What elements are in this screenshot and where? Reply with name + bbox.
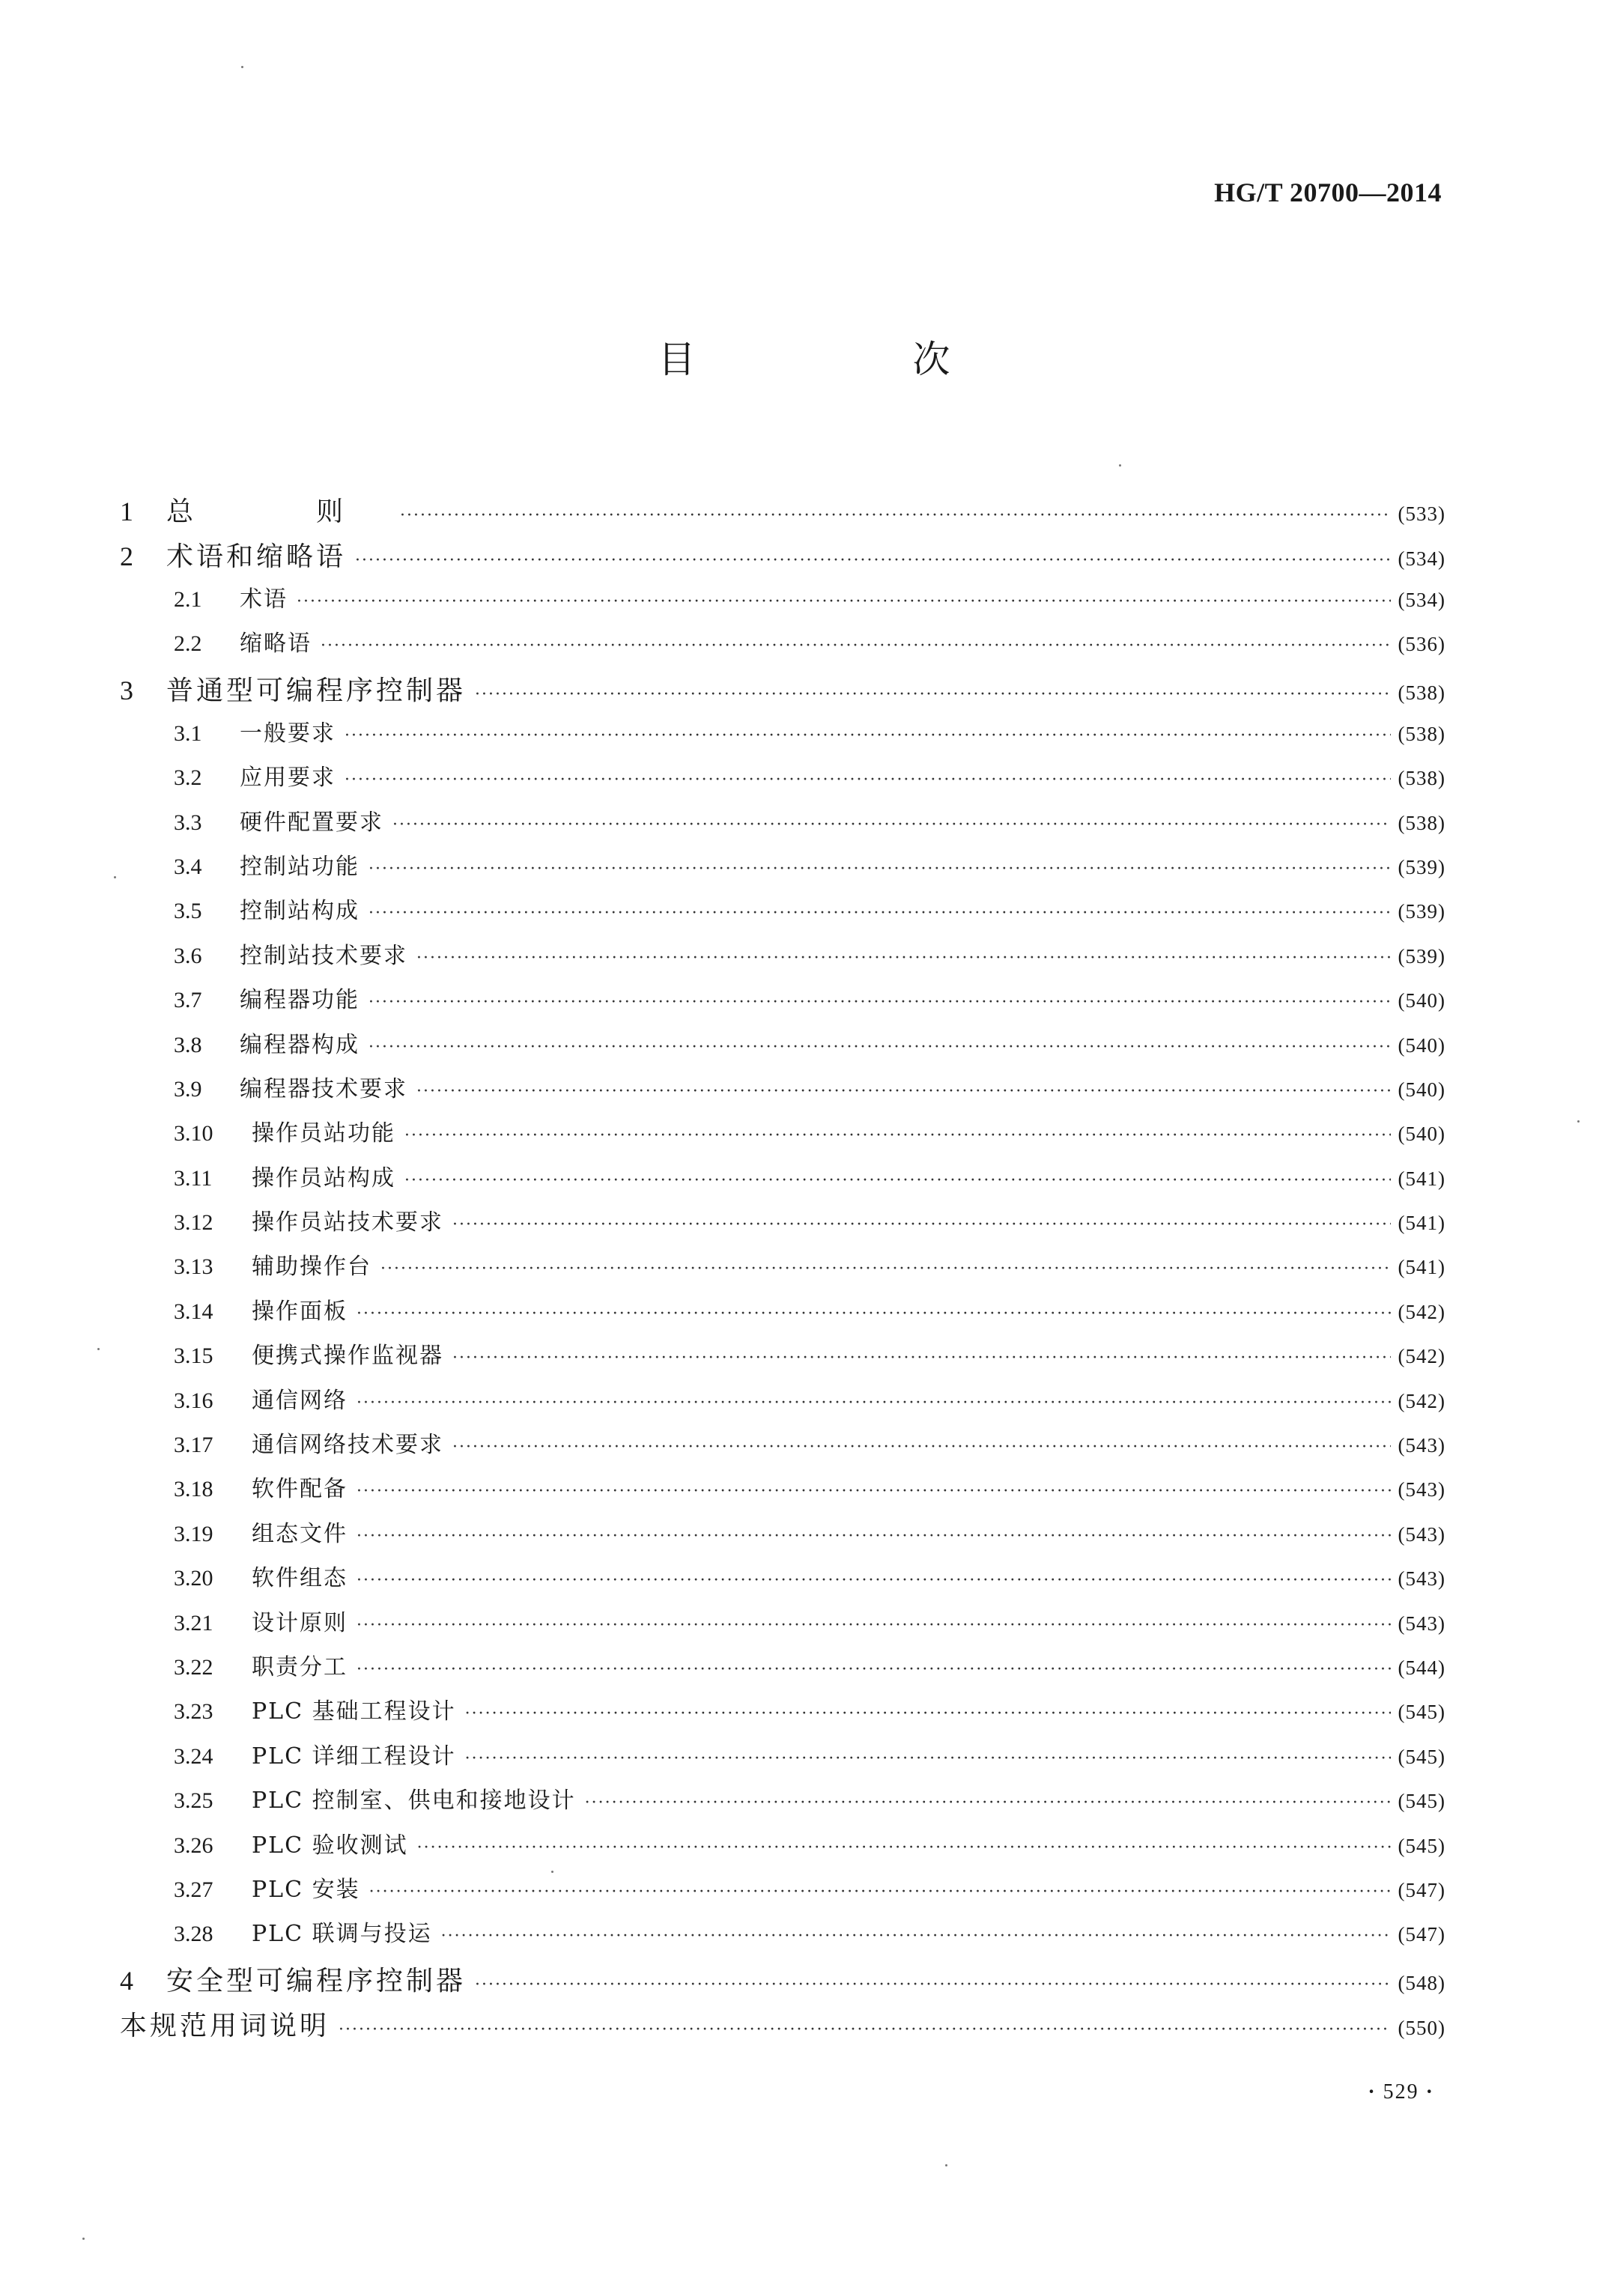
- toc-dot-leader: [368, 904, 1391, 923]
- toc-chapter-entry: [120, 491, 1445, 535]
- page-number-value: 529: [1383, 2080, 1419, 2104]
- toc-section-entry: [120, 1559, 1445, 1603]
- toc-entry-number: 3.22: [174, 1654, 213, 1680]
- toc-entry-page: (538): [1398, 681, 1445, 704]
- toc-dot-leader: [357, 1482, 1391, 1501]
- toc-entry-number: 3.28: [174, 1922, 213, 1947]
- toc-entry-title: 软件配备: [252, 1476, 348, 1503]
- toc-entry-number: 3.6: [174, 943, 202, 968]
- toc-dot-leader: [345, 726, 1391, 745]
- toc-section-entry: [120, 1737, 1445, 1782]
- toc-entry-title: 缩略语: [240, 631, 312, 657]
- toc-entry-title: 总 则: [166, 496, 392, 527]
- toc-entry-page: (542): [1398, 1389, 1445, 1412]
- toc-dot-leader: [339, 2020, 1391, 2039]
- toc-section-entry: [120, 625, 1445, 669]
- toc-section-entry: [120, 1382, 1445, 1426]
- toc-entry-page: (541): [1398, 1256, 1445, 1279]
- toc-entry-number: 3: [120, 675, 133, 705]
- toc-entry-number: 3.21: [174, 1610, 213, 1636]
- toc-entry-page: (542): [1398, 1345, 1445, 1368]
- toc-entry-page: (543): [1398, 1478, 1445, 1501]
- toc-entry-page: (538): [1398, 811, 1445, 834]
- toc-entry-page: (545): [1398, 1701, 1445, 1724]
- toc-entry-title: PLC 安装: [252, 1876, 360, 1903]
- toc-entry-page: (540): [1398, 989, 1445, 1012]
- toc-entry-title: 软件组态: [252, 1565, 348, 1592]
- scan-speck: [945, 2164, 947, 2166]
- toc-entry-number: 3.10: [174, 1121, 213, 1147]
- toc-dot-leader: [357, 1305, 1391, 1323]
- toc-section-entry: [120, 1293, 1445, 1337]
- toc-section-entry: [120, 1070, 1445, 1114]
- toc-chapter-entry: [120, 535, 1445, 580]
- toc-entry-title: 安全型可编程序控制器: [166, 1965, 467, 1996]
- toc-dot-leader: [452, 1349, 1391, 1367]
- toc-dot-leader: [400, 506, 1391, 525]
- toc-dot-leader: [297, 592, 1391, 611]
- scan-speck: [82, 2238, 85, 2240]
- toc-entry-number: 3.4: [174, 854, 202, 879]
- toc-entry-number: 3.25: [174, 1788, 213, 1814]
- toc-entry-number: 3.19: [174, 1521, 213, 1546]
- toc-entry-title: 编程器功能: [240, 987, 359, 1014]
- toc-dot-leader: [355, 551, 1391, 570]
- toc-section-entry: [120, 892, 1445, 936]
- toc-entry-title: 组态文件: [252, 1520, 348, 1547]
- toc-dot-leader: [392, 816, 1391, 834]
- toc-dot-leader: [441, 1927, 1391, 1946]
- toc-section-entry: [120, 1203, 1445, 1248]
- toc-dot-leader: [368, 1038, 1391, 1057]
- toc-entry-number: 3.20: [174, 1566, 213, 1591]
- toc-section-entry: [120, 1426, 1445, 1470]
- toc-dot-leader: [416, 949, 1391, 968]
- toc-entry-number: 3.8: [174, 1032, 202, 1057]
- toc-entry-title: PLC 基础工程设计: [252, 1698, 456, 1725]
- toc-dot-leader: [321, 637, 1391, 655]
- toc-entry-page: (547): [1398, 1923, 1445, 1946]
- page-title: 目 次: [658, 338, 1040, 381]
- toc-section-entry: [120, 1692, 1445, 1737]
- toc-entry-number: 3.17: [174, 1433, 213, 1458]
- toc-entry-number: 3.2: [174, 765, 202, 791]
- toc-entry-title: 硬件配置要求: [240, 809, 383, 836]
- toc-entry-title: 应用要求: [240, 765, 336, 792]
- toc-entry-page: (544): [1398, 1656, 1445, 1679]
- toc-entry-title: 通信网络技术要求: [252, 1432, 443, 1459]
- toc-entry-number: 3.23: [174, 1699, 213, 1725]
- toc-dot-leader: [585, 1794, 1391, 1812]
- toc-dot-leader: [452, 1438, 1391, 1457]
- toc-entry-number: 4: [120, 1965, 133, 1996]
- toc-section-entry: [120, 1114, 1445, 1158]
- toc-entry-number: 2.2: [174, 631, 202, 657]
- toc-section-entry: [120, 1515, 1445, 1559]
- toc-entry-title: 辅助操作台: [252, 1254, 371, 1281]
- toc-entry-page: (534): [1398, 589, 1445, 611]
- toc-entry-title: 职责分工: [252, 1653, 348, 1680]
- toc-entry-number: 3.26: [174, 1832, 213, 1858]
- toc-entry-page: (543): [1398, 1522, 1445, 1546]
- toc-section-entry: [120, 1026, 1445, 1070]
- toc-entry-page: (540): [1398, 1078, 1445, 1101]
- toc-entry-page: (538): [1398, 722, 1445, 745]
- scan-speck: [241, 66, 243, 68]
- toc-entry-title: 操作员站功能: [252, 1120, 395, 1147]
- toc-section-entry: [120, 580, 1445, 625]
- toc-entry-title: 普通型可编程序控制器: [166, 675, 467, 706]
- toc-entry-page: (542): [1398, 1300, 1445, 1323]
- toc-entry-title: 控制站构成: [240, 898, 359, 925]
- toc-section-entry: [120, 1337, 1445, 1381]
- page-number: [1368, 2080, 1434, 2104]
- toc-dot-leader: [357, 1660, 1391, 1679]
- folio-dot-left: ·: [1368, 2080, 1377, 2104]
- toc-entry-number: 3.5: [174, 899, 202, 924]
- toc-entry-title: 操作面板: [252, 1298, 348, 1325]
- toc-entry-page: (536): [1398, 633, 1445, 656]
- toc-section-entry: [120, 804, 1445, 848]
- toc-entry-title: 操作员站构成: [252, 1164, 395, 1191]
- toc-entry-page: (534): [1398, 547, 1445, 570]
- toc-entry-number: 3.27: [174, 1877, 213, 1902]
- toc-chapter-entry: [120, 669, 1445, 714]
- table-of-contents: [120, 491, 1445, 2050]
- toc-entry-number: 2: [120, 541, 133, 571]
- toc-dot-leader: [475, 685, 1391, 704]
- toc-entry-number: 3.13: [174, 1254, 213, 1280]
- toc-entry-number: 3.7: [174, 988, 202, 1013]
- toc-entry-title: 编程器构成: [240, 1031, 359, 1058]
- toc-dot-leader: [416, 1082, 1391, 1101]
- toc-entry-page: (543): [1398, 1612, 1445, 1635]
- toc-entry-number: 2.1: [174, 587, 202, 612]
- toc-entry-page: (545): [1398, 1745, 1445, 1768]
- toc-entry-number: 3.9: [174, 1076, 202, 1102]
- toc-section-entry: [120, 1248, 1445, 1292]
- toc-section-entry: [120, 1470, 1445, 1514]
- toc-entry-number: 3.11: [174, 1165, 213, 1191]
- toc-dot-leader: [475, 1975, 1391, 1994]
- scan-speck: [114, 876, 116, 878]
- toc-dot-leader: [369, 1883, 1391, 1901]
- toc-entry-number: 3.1: [174, 720, 202, 746]
- toc-entry-title: 便携式操作监视器: [252, 1343, 443, 1370]
- toc-entry-page: (545): [1398, 1790, 1445, 1813]
- toc-entry-page: (548): [1398, 1971, 1445, 1994]
- toc-entry-title: 术语: [240, 586, 288, 613]
- toc-dot-leader: [357, 1394, 1391, 1412]
- toc-entry-page: (538): [1398, 767, 1445, 790]
- toc-entry-page: (550): [1398, 2016, 1445, 2039]
- toc-entry-title: 控制站技术要求: [240, 942, 407, 969]
- toc-section-entry: [120, 1648, 1445, 1692]
- toc-entry-title: PLC 控制室、供电和接地设计: [252, 1788, 576, 1814]
- toc-section-entry: [120, 1604, 1445, 1648]
- toc-entry-page: (539): [1398, 944, 1445, 968]
- toc-entry-title: 操作员站技术要求: [252, 1209, 443, 1236]
- toc-entry-title: 术语和缩略语: [166, 541, 347, 572]
- toc-entry-number: 3.3: [174, 810, 202, 835]
- toc-entry-page: (543): [1398, 1434, 1445, 1457]
- toc-entry-title: 通信网络: [252, 1387, 348, 1414]
- toc-section-entry: [120, 1915, 1445, 1959]
- toc-dot-leader: [452, 1215, 1391, 1234]
- toc-dot-leader: [357, 1616, 1391, 1635]
- toc-entry-page: (540): [1398, 1033, 1445, 1057]
- toc-entry-title: 本规范用词说明: [120, 2010, 330, 2041]
- toc-entry-page: (540): [1398, 1123, 1445, 1146]
- toc-entry-page: (545): [1398, 1834, 1445, 1857]
- scan-speck: [97, 1348, 100, 1350]
- toc-section-entry: [120, 759, 1445, 803]
- toc-dot-leader: [417, 1838, 1391, 1857]
- toc-dot-leader: [380, 1260, 1391, 1278]
- toc-entry-title: 一般要求: [240, 720, 336, 747]
- scan-speck: [1577, 1120, 1580, 1123]
- toc-entry-page: (539): [1398, 900, 1445, 923]
- toc-chapter-entry: [120, 1960, 1445, 2005]
- toc-section-entry: [120, 1871, 1445, 1915]
- toc-entry-number: 1: [120, 496, 133, 526]
- toc-section-entry: [120, 1782, 1445, 1826]
- toc-entry-page: (543): [1398, 1567, 1445, 1591]
- scan-speck: [551, 1871, 553, 1873]
- toc-section-entry: [120, 981, 1445, 1025]
- toc-dot-leader: [368, 993, 1391, 1012]
- toc-dot-leader: [404, 1126, 1391, 1145]
- toc-entry-page: (533): [1398, 502, 1445, 525]
- toc-section-entry: [120, 1826, 1445, 1871]
- toc-entry-page: (541): [1398, 1167, 1445, 1190]
- toc-entry-title: 控制站功能: [240, 853, 359, 880]
- toc-entry-number: 3.14: [174, 1299, 213, 1324]
- toc-entry-title: PLC 联调与投运: [252, 1921, 432, 1948]
- toc-section-entry: [120, 848, 1445, 892]
- folio-dot-right: ·: [1425, 2080, 1434, 2104]
- scan-speck: [1119, 464, 1121, 467]
- toc-dot-leader: [404, 1171, 1391, 1190]
- toc-entry-title: PLC 验收测试: [252, 1832, 408, 1859]
- toc-section-entry: [120, 937, 1445, 981]
- toc-entry-number: 3.18: [174, 1477, 213, 1502]
- toc-entry-title: PLC 详细工程设计: [252, 1743, 456, 1770]
- toc-entry-page: (539): [1398, 855, 1445, 878]
- toc-entry-title: 编程器技术要求: [240, 1075, 407, 1102]
- toc-entry-number: 3.15: [174, 1343, 213, 1369]
- toc-dot-leader: [368, 860, 1391, 878]
- toc-dot-leader: [465, 1749, 1391, 1768]
- toc-dot-leader: [345, 771, 1391, 789]
- toc-entry-number: 3.16: [174, 1388, 213, 1413]
- toc-appendix-entry: [120, 2005, 1445, 2050]
- toc-section-entry: [120, 714, 1445, 759]
- toc-entry-title: 设计原则: [252, 1609, 348, 1636]
- toc-dot-leader: [465, 1704, 1391, 1723]
- toc-dot-leader: [357, 1571, 1391, 1590]
- toc-entry-number: 3.24: [174, 1743, 213, 1769]
- toc-entry-page: (547): [1398, 1878, 1445, 1901]
- standard-code: HG/T 20700—2014: [1214, 177, 1442, 207]
- toc-dot-leader: [357, 1527, 1391, 1546]
- toc-entry-page: (541): [1398, 1212, 1445, 1235]
- toc-entry-number: 3.12: [174, 1210, 213, 1236]
- toc-section-entry: [120, 1159, 1445, 1203]
